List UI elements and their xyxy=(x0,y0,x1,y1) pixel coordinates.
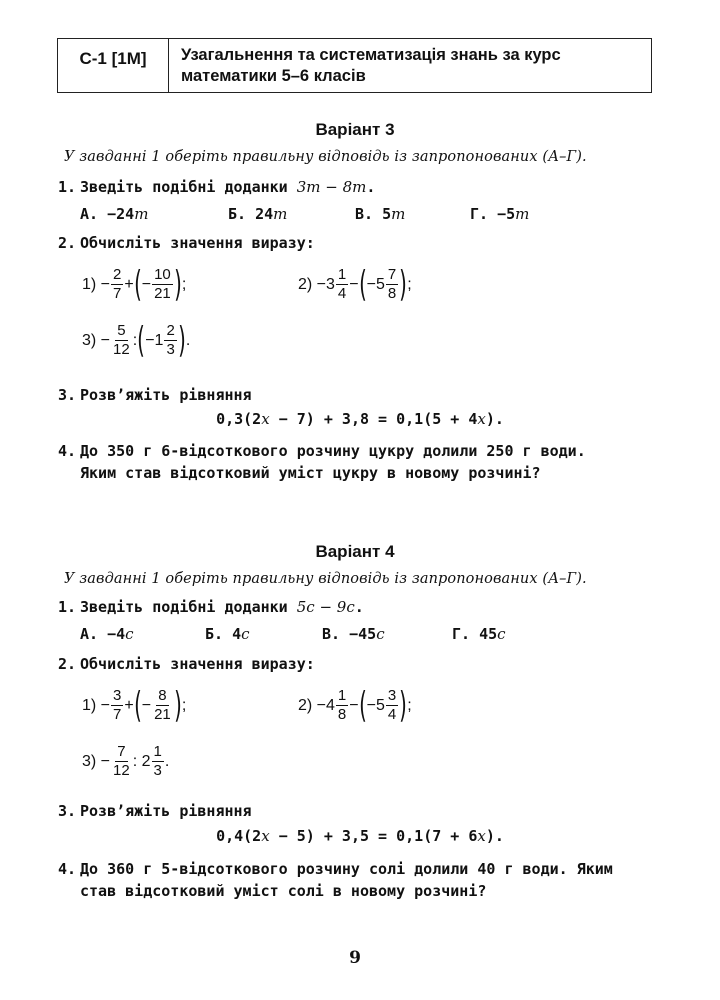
v3-expression-1: 1) − $\frac{2}{7}$ + ( − $\frac{10}{21}$ ) ; xyxy=(82,263,187,305)
v4-task-1-expression: 5c − 9c xyxy=(296,598,355,616)
variant-4-title: Варіант 4 xyxy=(315,542,395,561)
v3-task-1: 1. Зведіть подібні доданки 3m − 8m. xyxy=(58,178,376,196)
v3-task-4: 4. До 350 г 6-відсоткового розчину цукру долили 250 г води. xyxy=(58,442,586,460)
title-line-2: математики 5–6 класів xyxy=(181,67,366,85)
worksheet-title xyxy=(169,39,651,92)
v3-task-1-expression: 3m − 8m xyxy=(296,178,367,196)
v4-task-1: 1. Зведіть подібні доданки 5c − 9c. xyxy=(58,598,364,616)
v3-option-a: А. −24m xyxy=(80,205,149,223)
v4-expression-1: 1) − $\frac{3}{7}$ + ( − $\frac{8}{21}$ ) ; xyxy=(82,684,187,726)
v4-option-a: А. −4c xyxy=(80,625,134,643)
v4-task-2: 2. Обчисліть значення виразу: xyxy=(58,655,315,673)
title-line-1: Узагальнення та систематизація знань за курс xyxy=(181,46,561,64)
v3-task-4-line-2: Яким став відсотковий уміст цукру в новому розчині? xyxy=(80,464,541,482)
v3-option-d: Г. −5m xyxy=(470,205,530,223)
header-box xyxy=(57,38,652,93)
variant-3-title: Варіант 3 xyxy=(315,120,395,139)
v4-task-4: 4. До 360 г 5-відсоткового розчину солі долили 40 г води. Яким xyxy=(58,860,613,878)
v4-task-3: 3. Розв’яжіть рівняння xyxy=(58,802,252,820)
v3-equation: 0,3(2x − 7) + 3,8 = 0,1(5 + 4x). xyxy=(216,410,504,428)
v4-expression-3: 3) − $\frac{7}{12}$ : 2 $\frac{1}{3}$ . xyxy=(82,743,170,779)
page-number: 9 xyxy=(349,948,361,968)
v3-option-b: Б. 24m xyxy=(228,205,288,223)
v4-option-d: Г. 45c xyxy=(452,625,506,643)
variant-4-instruction: У завданні 1 оберіть правильну відповідь із запропонованих (А–Г). xyxy=(64,571,587,587)
v3-task-2: 2. Обчисліть значення виразу: xyxy=(58,234,315,252)
v3-option-c: В. 5m xyxy=(355,205,406,223)
v4-option-b: Б. 4c xyxy=(205,625,250,643)
v3-expression-3: 3) − $\frac{5}{12}$ : ( −1 $\frac{2}{3}$ ) . xyxy=(82,319,191,361)
v4-task-4-line-2: став відсотковий уміст солі в новому розчині? xyxy=(80,882,487,900)
v3-task-3: 3. Розв’яжіть рівняння xyxy=(58,386,252,404)
v4-equation: 0,4(2x − 5) + 3,5 = 0,1(7 + 6x). xyxy=(216,827,504,845)
v4-expression-2: 2) −4 $\frac{1}{8}$ − ( −5 $\frac{3}{4}$ ) ; xyxy=(298,684,412,726)
v4-option-c: В. −45c xyxy=(322,625,385,643)
variant-3-instruction: У завданні 1 оберіть правильну відповідь із запропонованих (А–Г). xyxy=(64,149,587,165)
v3-expression-2: 2) −3 $\frac{1}{4}$ − ( −5 $\frac{7}{8}$ ) ; xyxy=(298,263,412,305)
worksheet-code: С-1 [1М] xyxy=(58,39,169,92)
